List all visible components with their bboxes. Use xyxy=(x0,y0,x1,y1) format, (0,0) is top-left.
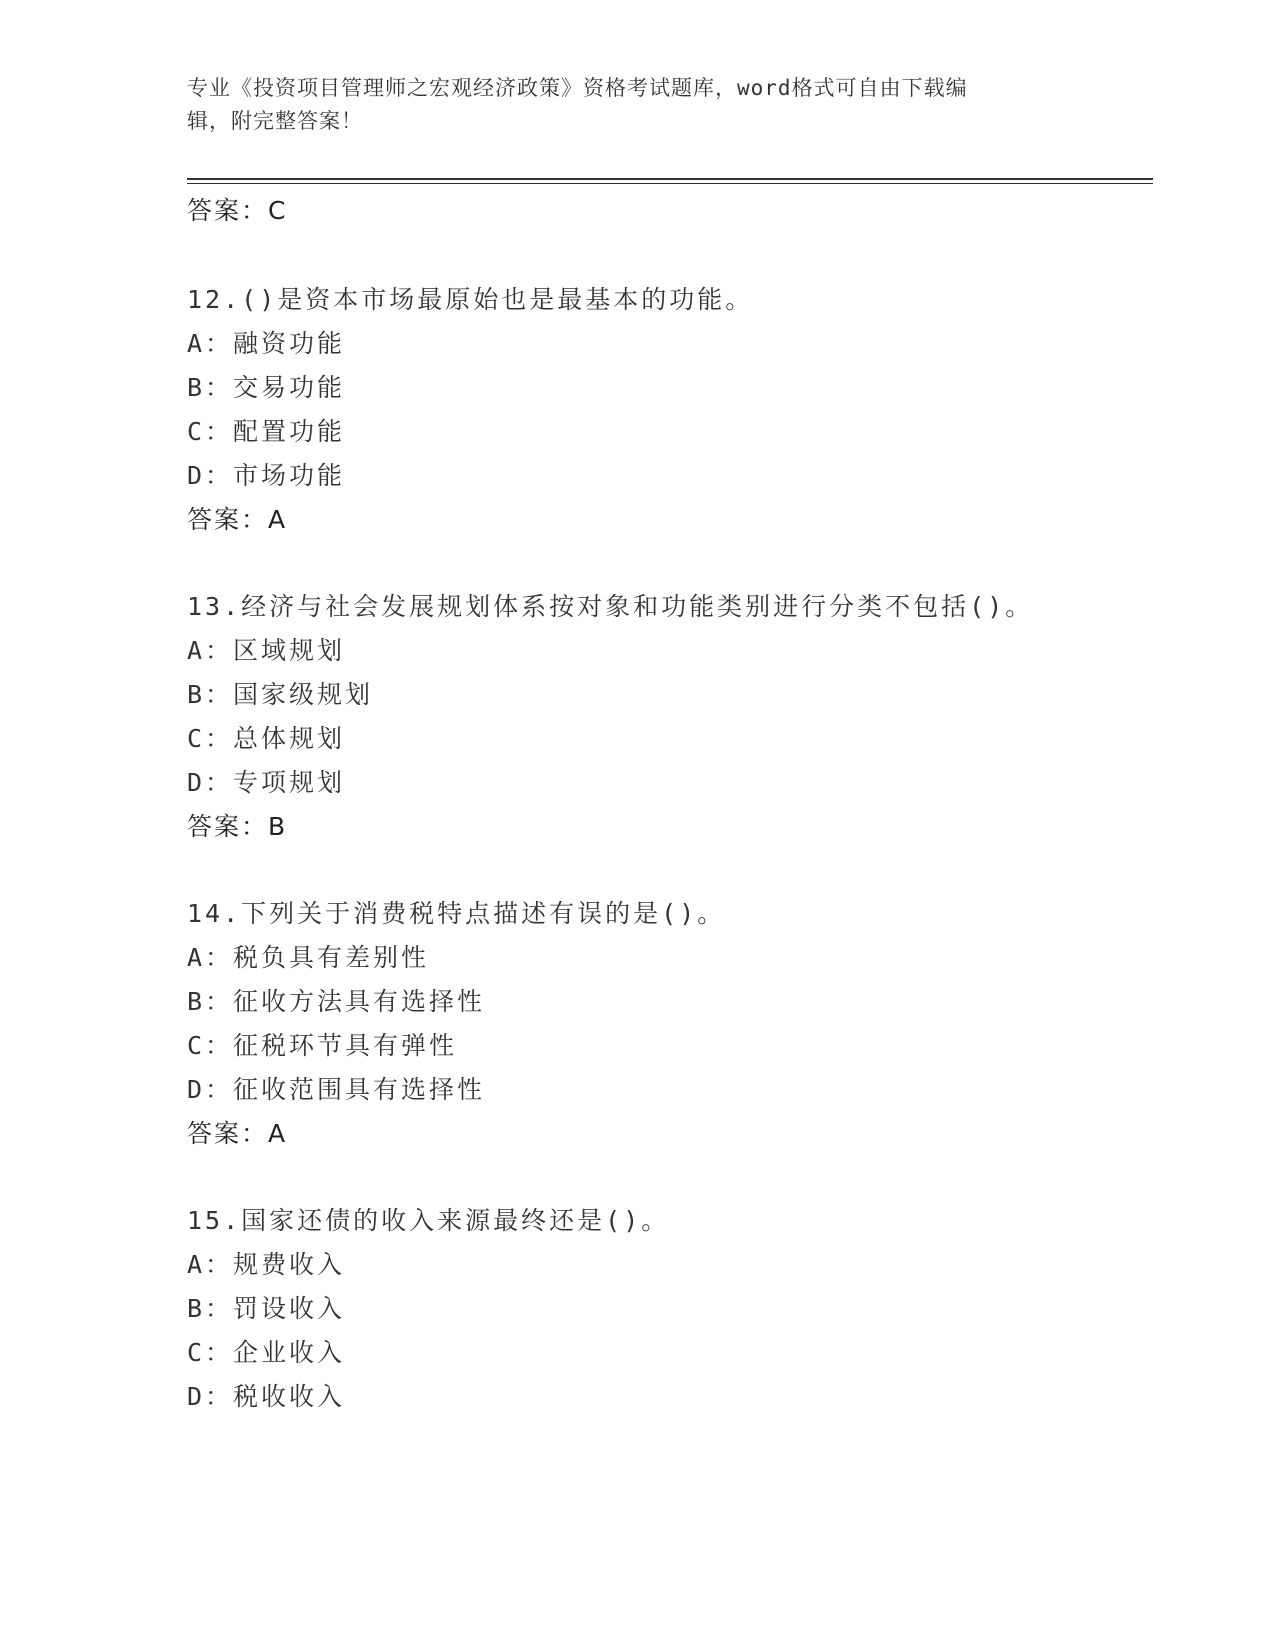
question-14-option-c: C：征税环节具有弹性 xyxy=(187,1031,458,1060)
question-12-stem: 12.()是资本市场最原始也是最基本的功能。 xyxy=(187,285,754,314)
question-14-answer: 答案：A xyxy=(187,1119,288,1148)
header-divider-thin xyxy=(187,183,1153,184)
question-13-stem: 13.经济与社会发展规划体系按对象和功能类别进行分类不包括()。 xyxy=(187,592,1034,621)
question-14-stem: 14.下列关于消费税特点描述有误的是()。 xyxy=(187,899,726,928)
question-13-option-c: C：总体规划 xyxy=(187,724,346,753)
question-12-option-a: A：融资功能 xyxy=(187,329,346,358)
question-13-answer: 答案：B xyxy=(187,812,288,841)
question-12-option-b: B：交易功能 xyxy=(187,373,346,402)
document-header xyxy=(187,72,1087,138)
question-14-option-a: A：税负具有差别性 xyxy=(187,943,430,972)
question-14-option-d: D：征收范围具有选择性 xyxy=(187,1075,486,1104)
question-12-option-d: D：市场功能 xyxy=(187,461,346,490)
question-15-option-b: B：罚设收入 xyxy=(187,1294,346,1323)
question-12-answer: 答案：A xyxy=(187,505,288,534)
question-13-option-a: A：区域规划 xyxy=(187,636,346,665)
question-15-option-d: D：税收收入 xyxy=(187,1382,346,1411)
question-13-option-d: D：专项规划 xyxy=(187,768,346,797)
header-line-1: 专业《投资项目管理师之宏观经济政策》资格考试题库，word格式可自由下载编 xyxy=(187,76,968,100)
question-14-option-b: B：征收方法具有选择性 xyxy=(187,987,486,1016)
previous-answer: 答案：C xyxy=(187,196,288,225)
question-12-option-c: C：配置功能 xyxy=(187,417,346,446)
question-15-stem: 15.国家还债的收入来源最终还是()。 xyxy=(187,1206,670,1235)
question-15-option-c: C：企业收入 xyxy=(187,1338,346,1367)
header-divider-thick xyxy=(187,178,1153,180)
header-line-2: 辑，附完整答案！ xyxy=(187,109,363,133)
question-15-option-a: A：规费收入 xyxy=(187,1250,346,1279)
question-13-option-b: B：国家级规划 xyxy=(187,680,374,709)
